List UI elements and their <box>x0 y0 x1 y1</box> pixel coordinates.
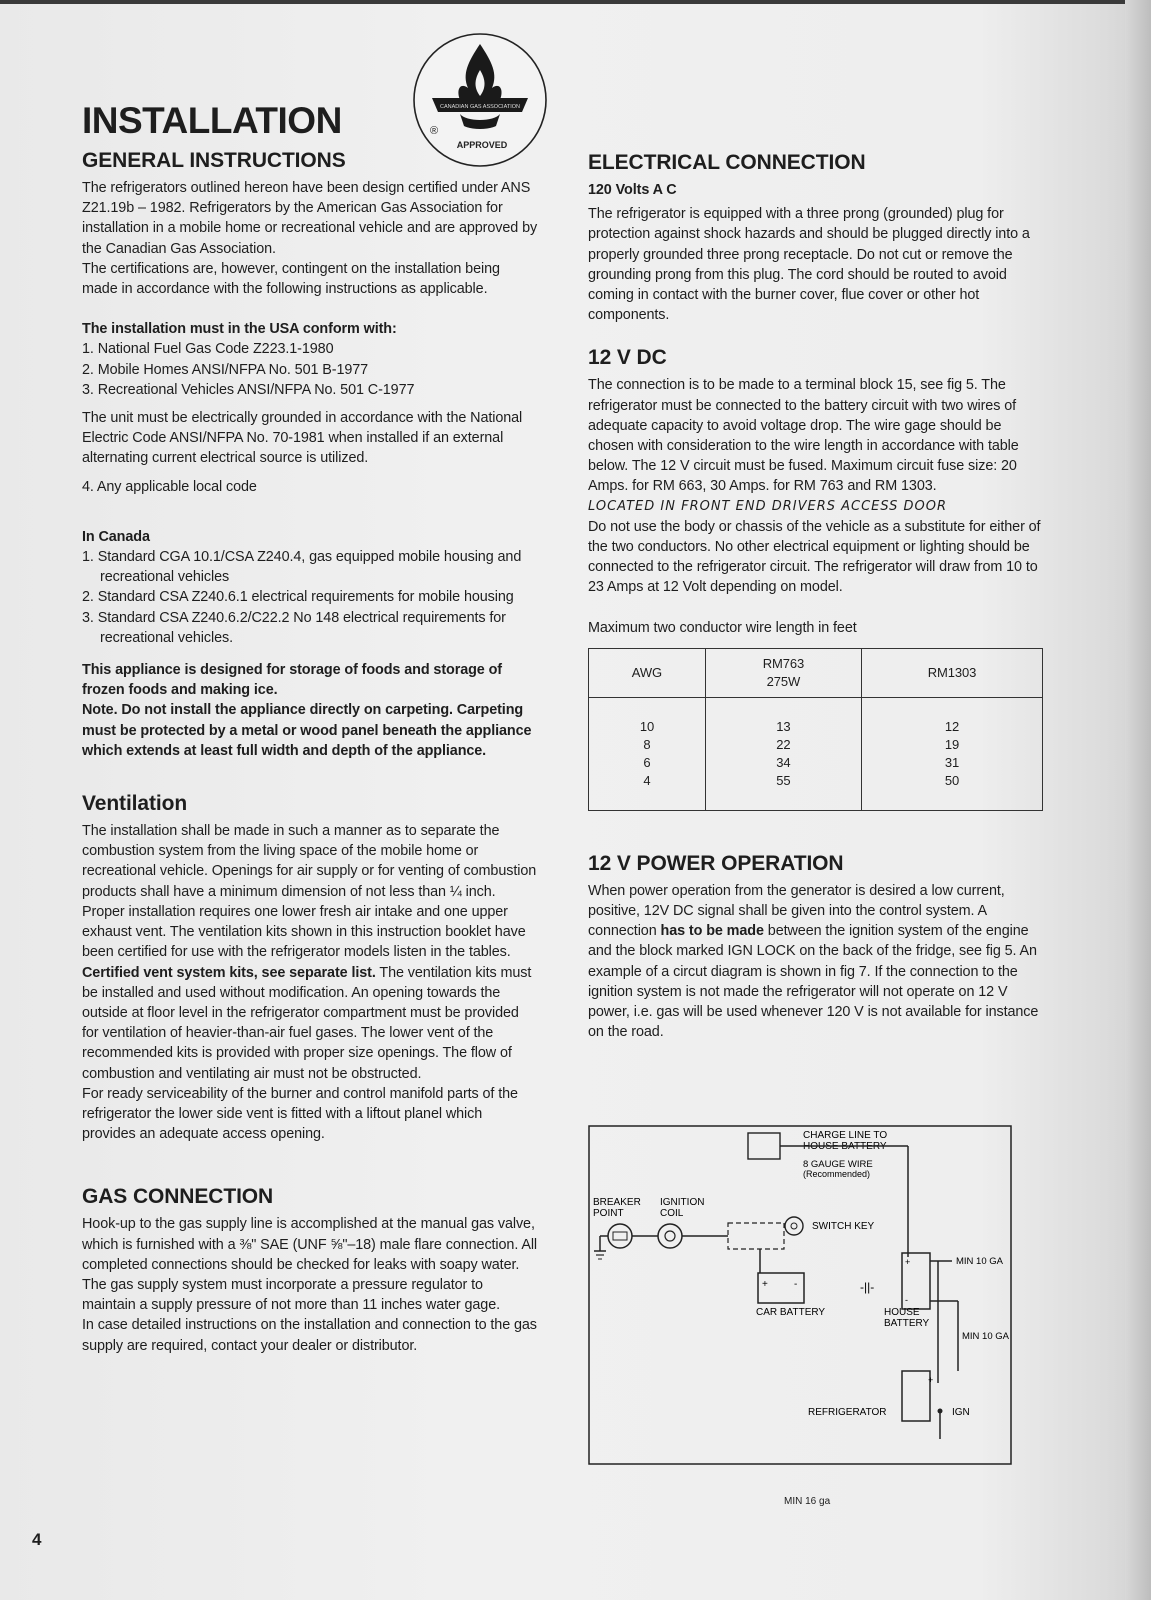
label-ign: IGN <box>952 1407 970 1418</box>
table-header-rm1303: RM1303 <box>861 648 1042 697</box>
breaker-point-symbol <box>608 1224 632 1248</box>
circuit-diagram <box>588 1125 1012 1465</box>
canada-item-2: 2. Standard CSA Z240.6.1 electrical requirements for mobile housing <box>82 589 514 606</box>
battery-ground-symbol: -||- <box>860 1280 875 1294</box>
vent-kits-note: Certified vent system kits, see separate list. <box>82 964 376 981</box>
label-coil: COIL <box>660 1208 684 1219</box>
label-car-battery: CAR BATTERY <box>756 1307 826 1318</box>
usa-item-3: 3. Recreational Vehicles ANSI/NFPA No. 501 C-1977 <box>82 381 415 398</box>
appliance-note: This appliance is designed for storage of foods and storage of frozen foods and making ice. <box>82 662 502 699</box>
svg-text:+: + <box>762 1279 768 1290</box>
gas-paragraph-1: Hook-up to the gas supply line is accomplished at the manual gas valve, which is furnished with a ⅜" SAE (UNF ⅝"–18) male flare connection. All completed connections should be checked for leaks with soapy water. <box>82 1216 538 1273</box>
dc-paragraph-2: Do not use the body or chassis of the vehicle as a substitute for either of the two conductors. No other electrical equipment or lighting should be connected to the refrigerator circuit. The refrigerator will draw from 10 to 23 Amps at 12 Volt depending on model. <box>588 518 1041 596</box>
general-paragraph-2: The certifications are, however, contingent on the installation being made in accordance with the following instructions as applicable. <box>82 260 500 298</box>
table-header-rm763: RM763 275W <box>705 648 861 697</box>
power-text-a: When power operation from the generator is desired a low current, positive, 12V DC signal shall be given into the control system. A connection <box>588 882 1005 940</box>
wire-length-table <box>588 648 1043 811</box>
power-emphasis: has to be made <box>660 923 764 940</box>
canada-item-1: 1. Standard CGA 10.1/CSA Z240.4, gas equipped mobile housing and recreational vehicles <box>82 549 522 586</box>
label-8-gauge: 8 GAUGE WIRE <box>803 1159 873 1170</box>
ventilation-heading: Ventilation <box>82 792 188 816</box>
label-recommended: (Recommended) <box>803 1169 871 1179</box>
page-title: INSTALLATION <box>82 100 342 141</box>
diagram-frame <box>589 1126 1011 1464</box>
label-charge-line: CHARGE LINE TO <box>803 1130 888 1141</box>
logo-approved-text: APPROVED <box>456 140 508 150</box>
svg-text:+: + <box>928 1375 934 1385</box>
ventilation-paragraph-2 <box>82 902 538 1084</box>
label-breaker: BREAKER <box>593 1197 641 1208</box>
ventilation-paragraph-3: For ready serviceability of the burner and control manifold parts of the refrigerator the lower side vent is fitted with a liftout planel which provides an adequate access opening. <box>82 1085 518 1143</box>
refrigerator-symbol <box>902 1371 930 1421</box>
usa-item-1: 1. National Fuel Gas Code Z223.1-1980 <box>82 341 334 358</box>
general-paragraph-1: The refrigerators outlined hereon have been design certified under ANS Z21.19b – 1982. Refrigerators by the American Gas Association for installation in a mobile home or recreational vehicle and are approved by the Canadian Gas Association. <box>82 180 538 257</box>
label-point: POINT <box>593 1208 624 1219</box>
alternator-box <box>748 1133 780 1159</box>
switch-key-symbol <box>785 1217 803 1235</box>
gas-paragraph-2: The gas supply system must incorporate a pressure regulator to maintain a supply pressure of not more than 11 inches water gage. <box>82 1276 501 1314</box>
usa-item-4: 4. Any applicable local code <box>82 478 257 495</box>
ac-paragraph: The refrigerator is equipped with a three prong (grounded) plug for protection against shock hazards and should be plugged directly into a properly grounded three prong receptacle. Do not cut or remove the grounding prong from this plug. The cord should be routed to avoid coming in contact with the burner cover, flue cover or other hot components. <box>588 206 1030 324</box>
right-column <box>588 150 1043 1042</box>
page-edge <box>1125 0 1151 1600</box>
general-heading: GENERAL INSTRUCTIONS <box>82 149 346 172</box>
carpet-note: Note. Do not install the appliance directly on carpeting. Carpeting must be protected by a metal or wood panel beneath the appliance which extends at least full width and depth of the appliance. <box>82 702 532 759</box>
handwritten-note: LOCATED IN FRONT END DRIVERS ACCESS DOOR <box>588 498 948 514</box>
table-cell-rm763: 13 22 34 55 <box>705 697 861 810</box>
svg-text:+: + <box>905 1257 911 1267</box>
top-border <box>0 0 1151 4</box>
gas-paragraph-3: In case detailed instructions on the installation and connection to the gas supply are required, contact your dealer or distributor. <box>82 1317 537 1354</box>
ac-heading: 120 Volts A C <box>588 182 677 198</box>
dc-heading: 12 V DC <box>588 346 667 370</box>
table-cell-rm1303: 12 19 31 50 <box>861 697 1042 810</box>
power-text-c: between the ignition system of the engine and the block marked IGN LOCK on the back of the fridge, see fig 5. An example of a circut diagram is shown in fig 7. If the connection to the ignition system is not made the refrigerator will not operate on 12 V power, i.e. gas will be used whenever 120 V is not available for instance on the road. <box>588 923 1039 1041</box>
svg-text:-: - <box>905 1295 908 1305</box>
registered-mark: ® <box>430 125 439 137</box>
canada-heading: In Canada <box>82 528 150 545</box>
ventilation-text-c: The ventilation kits must be installed and used without modification. An opening towards the outside at floor level in the refrigerator compartment must be provided for ventilation of heavier-than-air fuel gases. The lower vent of the recommended kits is provided with proper size openings. The flow of combustion and ventilating air must not be obstructed. <box>82 964 532 1082</box>
label-refrigerator: REFRIGERATOR <box>808 1407 887 1418</box>
ventilation-paragraph-1: The installation shall be made in such a manner as to separate the combustion system from the living space of the mobile home or recreational vehicle. Openings for air supply or for venting of combustion products shall have a minimum dimension of not less than ¼ inch. <box>82 823 537 900</box>
ignition-coil-symbol <box>658 1224 682 1248</box>
label-ignition: IGNITION <box>660 1197 705 1208</box>
logo-ring-text: CANADIAN GAS ASSOCIATION <box>440 104 520 110</box>
table-header-awg: AWG <box>589 648 706 697</box>
label-house-battery-top: HOUSE BATTERY <box>803 1141 887 1152</box>
electrical-heading: ELECTRICAL CONNECTION <box>588 151 866 174</box>
power-heading: 12 V POWER OPERATION <box>588 851 844 875</box>
switch-key-box <box>728 1223 784 1249</box>
usa-paragraph: The unit must be electrically grounded in accordance with the National Electric Code ANSI/NFPA No. 70-1981 when installed if an external alternating current electrical source is utilized. <box>82 410 523 467</box>
label-battery: BATTERY <box>884 1318 930 1329</box>
label-min-10-ga-2: MIN 10 GA <box>962 1331 1009 1342</box>
usa-heading: The installation must in the USA conform with: <box>82 321 397 338</box>
label-house: HOUSE <box>884 1307 920 1318</box>
ventilation-text-a: Proper installation requires one lower fresh air intake and one upper exhaust vent. The ventilation kits shown in this instruction booklet have been certified for use with the refrigerator models listen in the tables. <box>82 903 526 961</box>
label-min-10-ga-1: MIN 10 GA <box>956 1256 1003 1267</box>
left-column <box>82 100 538 1356</box>
canada-item-3: 3. Standard CSA Z240.6.2/C22.2 No 148 electrical requirements for recreational vehicles. <box>82 609 506 646</box>
label-switch-key: SWITCH KEY <box>812 1221 875 1232</box>
table-cell-awg: 10 8 6 4 <box>589 697 706 810</box>
dc-paragraph-1: The connection is to be made to a terminal block 15, see fig 5. The refrigerator must be connected to the battery circuit with two wires of adequate capacity to avoid voltage drop. The wire gage should be chosen with consideration to the wire length in accordance with table below. The 12 V circuit must be fused. Maximum circuit fuse size: 20 Amps. for RM 663, 30 Amps. for RM 763 and RM 1303. <box>588 377 1019 495</box>
gas-heading: GAS CONNECTION <box>82 1185 274 1209</box>
page-number: 4 <box>32 1530 42 1549</box>
usa-item-2: 2. Mobile Homes ANSI/NFPA No. 501 B-1977 <box>82 361 369 378</box>
table-caption: Maximum two conductor wire length in feet <box>588 619 857 636</box>
power-paragraph <box>588 881 1043 1043</box>
svg-text:-: - <box>794 1279 798 1290</box>
label-min-16-ga: MIN 16 ga <box>784 1496 831 1507</box>
